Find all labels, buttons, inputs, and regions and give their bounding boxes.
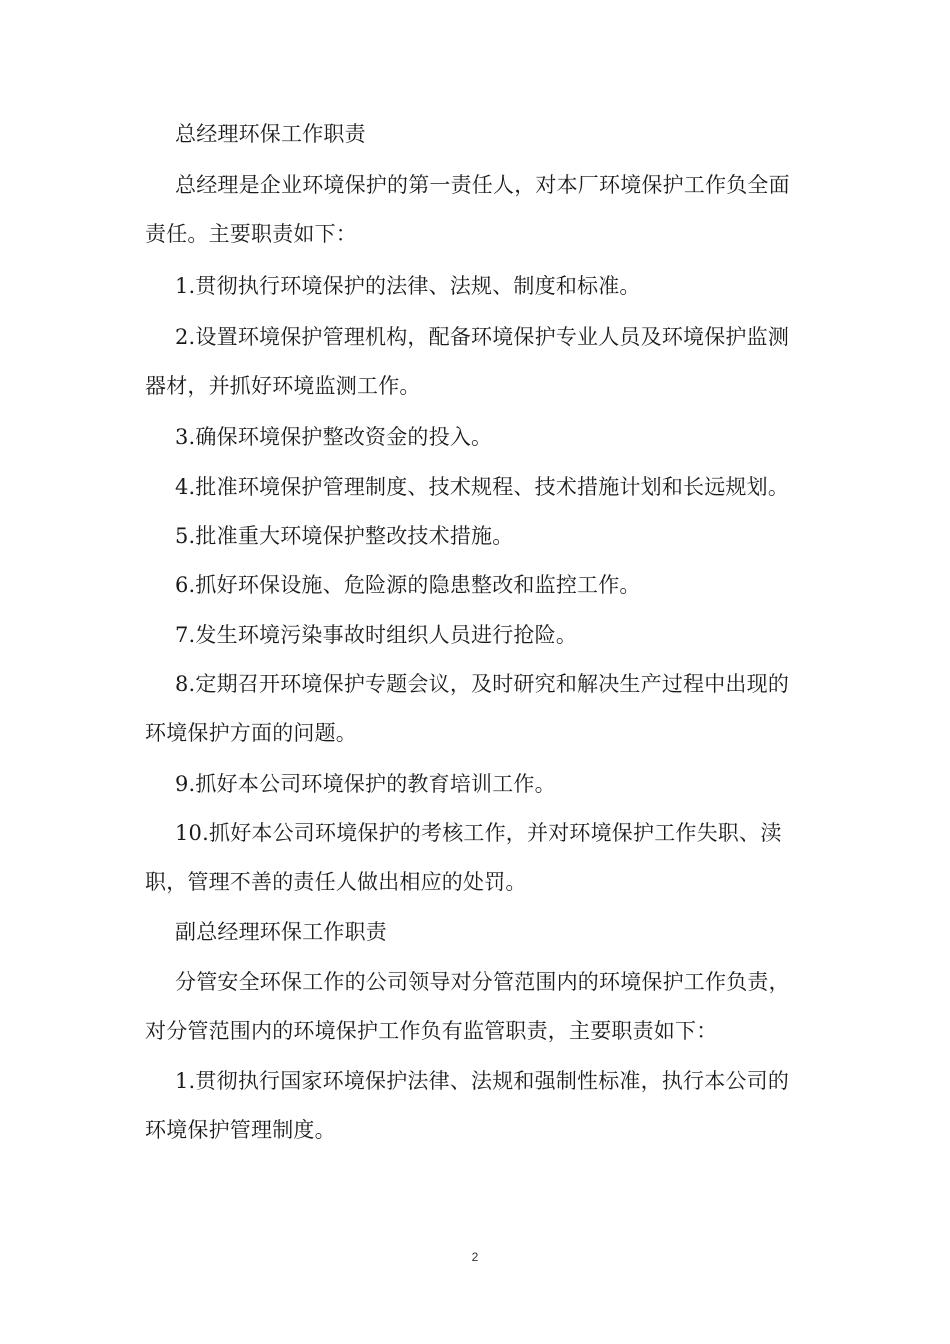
paragraph-deputy-intro: 分管安全环保工作的公司领导对分管范围内的环境保护工作负责，对分管范围内的环境保护工作负有监管职责，主要职责如下：	[145, 970, 790, 1043]
list-item-4: 4.批准环境保护管理制度、技术规程、技术措施计划和长远规划。	[175, 475, 790, 499]
list-item-10: 10.抓好本公司环境保护的考核工作，并对环境保护工作失职、渎职，管理不善的责任人做出相应的处罚。	[145, 821, 782, 894]
list-item-9: 9.抓好本公司环境保护的教育培训工作。	[175, 772, 556, 796]
paragraph-intro: 总经理是企业环境保护的第一责任人，对本厂环境保护工作负全面责任。主要职责如下：	[145, 173, 790, 246]
list-item-2: 2.设置环境保护管理机构，配备环境保护专业人员及环境保护监测器材，并抓好环境监测工作。	[145, 325, 790, 398]
section-heading-general-manager: 总经理环保工作职责	[175, 122, 366, 146]
list-item-7: 7.发生环境污染事故时组织人员进行抢险。	[175, 623, 578, 647]
section-heading-deputy-manager: 副总经理环保工作职责	[175, 920, 387, 944]
list-item-1: 1.贯彻执行环境保护的法律、法规、制度和标准。	[175, 274, 641, 298]
list-item-8: 8.定期召开环境保护专题会议，及时研究和解决生产过程中出现的环境保护方面的问题。	[145, 672, 790, 745]
deputy-list-item-1: 1.贯彻执行国家环境保护法律、法规和强制性标准，执行本公司的环境保护管理制度。	[145, 1069, 790, 1142]
list-item-6: 6.抓好环保设施、危险源的隐患整改和监控工作。	[175, 573, 641, 597]
list-item-3: 3.确保环境保护整改资金的投入。	[175, 425, 493, 449]
list-item-5: 5.批准重大环境保护整改技术措施。	[175, 524, 514, 548]
page-number: 2	[471, 1250, 479, 1264]
